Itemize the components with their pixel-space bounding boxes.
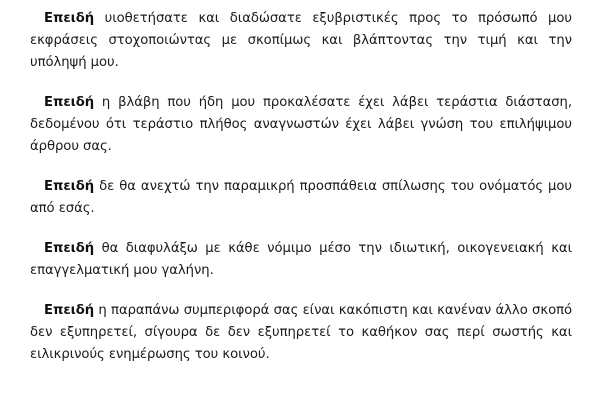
paragraph-text: η βλάβη που ήδη μου προκαλέσατε έχει λάβει τεράστια διάσταση, δεδομένου ότι τεράστιο πλήθος αναγνωστών έχει λάβει γνώση του επιλήψιμου άρθρου σας. bbox=[30, 95, 572, 154]
paragraph-2 bbox=[30, 92, 572, 158]
paragraph-lead: Επειδή bbox=[44, 95, 95, 110]
paragraph-text: θα διαφυλάξω με κάθε νόμιμο μέσο την ιδιωτική, οικογενειακή και επαγγελματική μου γαλήνη. bbox=[30, 241, 572, 278]
paragraph-text: δε θα ανεχτώ την παραμικρή προσπάθεια σπίλωσης του ονόματός μου από εσάς. bbox=[30, 179, 572, 216]
paragraph-text: η παραπάνω συμπεριφορά σας είναι κακόπιστη και κανέναν άλλο σκοπό δεν εξυπηρετεί, σίγουρα δε δεν εξυπηρετεί το καθήκον σας περί σωστής και ειλικρινούς ενημέρωσης του κοινού. bbox=[30, 303, 572, 362]
paragraph-lead: Επειδή bbox=[44, 303, 95, 318]
paragraph-3 bbox=[30, 176, 572, 220]
paragraph-lead: Επειδή bbox=[44, 179, 95, 194]
document-body bbox=[30, 8, 572, 366]
paragraph-lead: Επειδή bbox=[44, 11, 95, 26]
paragraph-lead: Επειδή bbox=[44, 241, 95, 256]
paragraph-1 bbox=[30, 8, 572, 74]
paragraph-text: υιοθετήσατε και διαδώσατε εξυβριστικές προς το πρόσωπό μου εκφράσεις στοχοποιώντας με σκοπίμως και βλάπτοντας την τιμή και την υπόληψή μου. bbox=[30, 11, 572, 70]
paragraph-4 bbox=[30, 238, 572, 282]
paragraph-5 bbox=[30, 300, 572, 366]
